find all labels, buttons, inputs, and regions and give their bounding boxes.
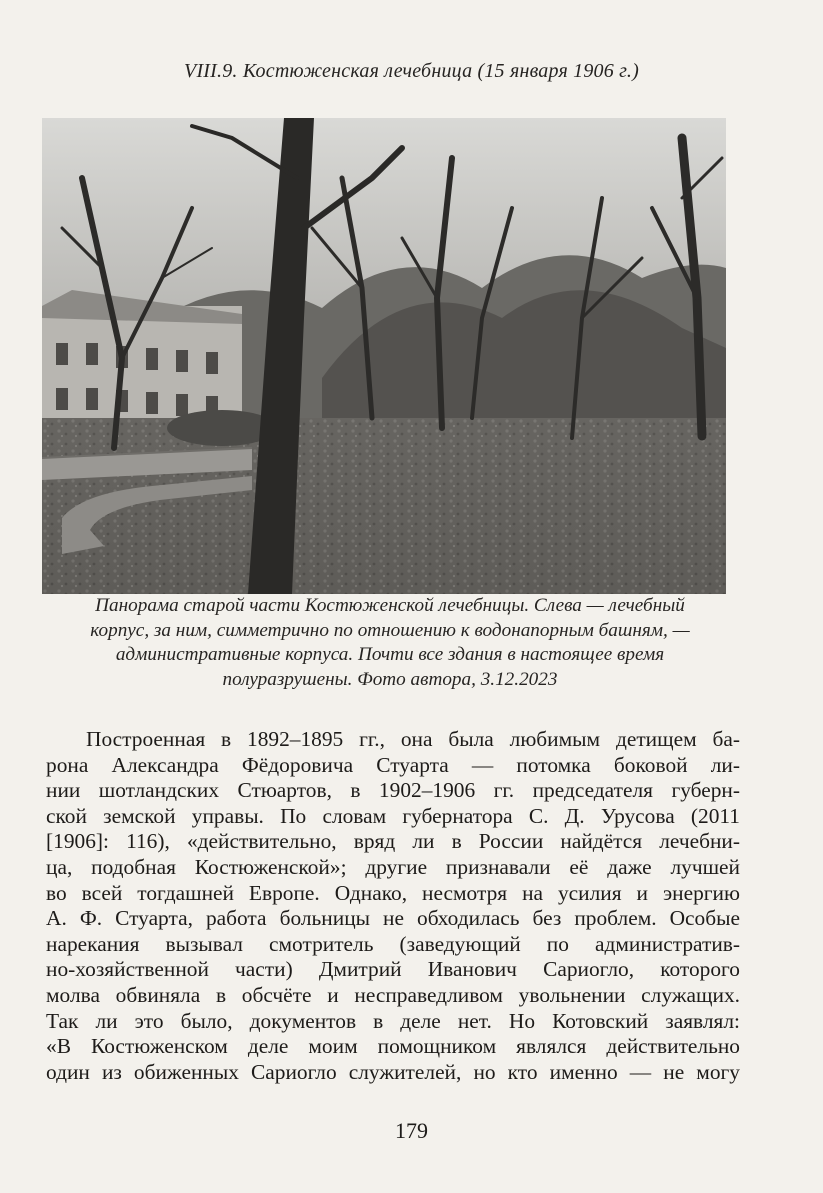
caption-line: административные корпуса. Почти все здания в настоящее время	[115, 644, 665, 665]
park-photograph	[42, 118, 726, 594]
text-line: нии шотландских Стюартов, в 1902–1906 гг. председателя губерн-	[46, 778, 740, 803]
figure-caption	[70, 594, 710, 692]
text-line: но-хозяйственной части) Дмитрий Иванович Сариогло, которого	[46, 957, 740, 982]
text-line: рона Александра Фёдоровича Стуарта — потомка боковой ли-	[46, 752, 740, 777]
text-line: А. Ф. Стуарта, работа больницы не обходилась без проблем. Особые	[46, 906, 740, 931]
running-header: VIII.9. Костюженская лечебница (15 января 1906 г.)	[184, 60, 639, 82]
text-line: Построенная в 1892–1895 гг., она была любимым детищем ба-	[86, 727, 740, 751]
caption-line: Панорама старой части Костюженской лечебницы. Слева — лечебный	[95, 595, 685, 616]
text-line: молва обвиняла в обсчёте и несправедливом увольнении служащих.	[46, 982, 740, 1007]
text-line: один из обиженных Сариогло служителей, но кто именно — не могу	[46, 1059, 740, 1084]
text-line: «В Костюженском деле моим помощником являлся действительно	[46, 1034, 740, 1059]
body-paragraph	[46, 727, 740, 1085]
caption-line: полуразрушены. Фото автора, 3.12.2023	[222, 668, 558, 690]
text-line: ской земской управы. По словам губернатора С. Д. Урусова (2011	[46, 803, 740, 828]
caption-line: корпус, за ним, симметрично по отношению к водонапорным башням, —	[90, 619, 690, 641]
page-number: 179	[395, 1118, 428, 1143]
text-line: Так ли это было, документов в деле нет. Но Котовский заявлял:	[46, 1008, 740, 1033]
text-line: нарекания вызывал смотритель (заведующий по административ-	[46, 931, 740, 956]
text-line: ца, подобная Костюженской»; другие признавали её даже лучшей	[46, 854, 740, 879]
text-line: [1906]: 116), «действительно, вряд ли в России найдётся лечебни-	[46, 829, 740, 854]
text-line: во всей тогдашней Европе. Однако, несмотря на усилия и энергию	[46, 880, 740, 905]
